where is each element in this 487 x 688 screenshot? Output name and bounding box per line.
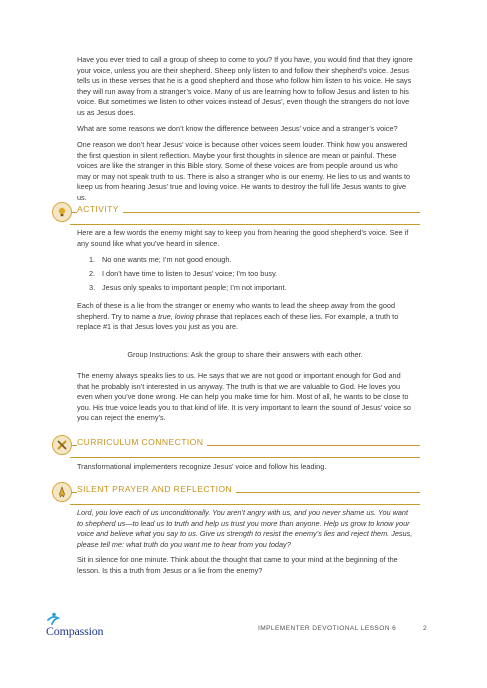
activity-section-header — [52, 202, 420, 224]
divider — [70, 224, 420, 225]
activity-explanation: Each of these is a lie from the stranger or enemy who wants to lead the sheep away from the good shepherd. Try to name a true, loving phrase that replaces each of these lies. For example, a truth to replace #1 is that Jesus loves you just as you are. — [77, 301, 399, 332]
footer-label: IMPLEMENTER DEVOTIONAL LESSON 6 — [258, 625, 397, 632]
intro-question: What are some reasons we don’t know the difference between Jesus’ voice and a stranger’s voice? — [77, 124, 398, 133]
page-number: 2 — [423, 625, 427, 632]
prayer-instruction: Sit in silence for one minute. Think about the thought that came to your mind at the beginning of the lesson. Is this a truth from Jesus or a lie from the enemy? — [77, 555, 398, 575]
intro-paragraph-1: Have you ever tried to call a group of sheep to come to you? If you have, you would find that they ignore your voice, unless you are their shepherd. Sheep only listen to and follow their shepherd’s voice. Jesus tells us in these verses that he is a good shepherd and those who follow him listen to his voice. He says they will run away from a stranger’s voice. Many of us are learning how to follow Jesus and listen to his voice. But sometimes we listen to other voices instead of Jesus’, even though the strangers do not love us as Jesus does. — [77, 55, 413, 117]
lightbulb-icon — [52, 202, 72, 222]
compassion-logo — [46, 612, 122, 636]
prayer-section-header — [52, 482, 420, 504]
section-title: ACTIVITY — [77, 203, 123, 215]
group-instructions: Group Instructions: Ask the group to share their answers with each other. — [127, 350, 363, 359]
section-title: CURRICULUM CONNECTION — [77, 436, 207, 448]
intro-paragraph-3: One reason we don’t hear Jesus’ voice is because other voices seem louder. Think how you answered the first question in silent reflection. Maybe your first thoughts in silence are mean or painful. These voices are like the stranger in this Bible story. Some of these voices are from people around us who may or may not speak truth to us. There is also a stranger who is our enemy. He lies to us and wants to keep us from hearing Jesus’ true and loving voice. He wants to destroy the full life Jesus wants to give us. — [77, 140, 411, 202]
pencil-ruler-icon — [52, 435, 72, 455]
prayer-text: Lord, you love each of us unconditionally. You aren’t angry with us, and you never shame us. You want to shepherd us—to lead us to truth and help us trust you more than anyone. Help us grow to know your voice and believe what you say to us. Give us strength to resist the enemy’s lies and reject them. Jesus, please tell me: what truth do you want me to hear from you today? — [77, 508, 413, 549]
divider — [70, 504, 420, 505]
activity-lead: Here are a few words the enemy might say to keep you from hearing the good shepherd’s voice. See if any sound like what you’ve heard in silence. — [77, 228, 409, 248]
praying-hands-icon — [52, 482, 72, 502]
section-title: SILENT PRAYER AND REFLECTION — [77, 483, 236, 495]
divider — [70, 457, 420, 458]
curriculum-section-header — [52, 435, 420, 457]
curriculum-text: Transformational implementers recognize Jesus’ voice and follow his leading. — [77, 462, 327, 471]
document-page: Have you ever tried to call a group of sheep to come to you? If you have, you would find that they ignore your voice, unless you are their shepherd. Sheep only listen to and follow their shepherd’s voice. Jesus tells us in these verses that he is a good shepherd and those who follow him listen to his voice. He says they will run away from a stranger’s voice. Many of us are learning how to follow Jesus and listen to his voice. But sometimes we listen to other voices instead of Jesus’, even though the strangers do not love us as Jesus does. What are some reasons we don’t know the difference between Jesus’ voice and a stranger’s voice? One reason we don’t hear Jesus’ voice is because other voices seem louder. Think how you answered the first question in silent reflection. Maybe your first thoughts in silence are mean or painful. These voices are like the stranger in this Bible story. Some of these voices are from people around us who may or may not speak truth to us. There is also a stranger who is our enemy. He lies to us and wants to keep us from hearing Jesus’ true and loving voice. He wants to destroy the full life Jesus wants to give us. ACTIVITY Here are a few words the enemy might say to keep you from hearing the good shepherd’s voice. See if any sound like what you’ve heard in silence. 1. No one wants me; I’m not good enough. 2. I don’t have time to listen to Jesus’ voice; I’m too busy. 3. Jesus only speaks to important people; I’m not important. Each of these is a lie from the stranger or enemy who wants to lead the sheep away from the good shepherd. Try to name a true, loving phrase that replaces each of these lies. For example, a truth to replace #1 is that Jesus loves you just as you are. Group Instructions: Ask the group to share their answers with each other. The enemy always speaks lies to us. He says that we are not good or important enough for God and that he probably isn’t interested in us anyway. The truth is that we are valuable to God. He loves you even when you’ve done wrong. He can help you make time for him. Most of all, he wants to be close to you. His true voice leads you to that kind of life. It is very important to learn the sound of Jesus’ voice so you can reject the enemy’s. CURRICULUM CONNECTION Transformational implementers recognize Jesus’ voice and follow his leading. SILENT PRAYER AND REFLECTION Lord, you love each of us unconditionally. You aren’t angry with us, and you never shame us. You want to shepherd us—to lead us to truth and help us trust you more than anyone. Help us grow to know your voice and believe what you say to us. Give us strength to resist the enemy’s lies and reject them. Jesus, please tell me: what truth do you want me to hear from you today? Sit in silence for one minute. Think about the thought that came to your mind at the beginning of the lesson. Is this a truth from Jesus or a lie from the enemy? Compassion IMPLEMENTER DEVOTIONAL LESSON 6 2 — [46, 55, 427, 638]
activity-closing: The enemy always speaks lies to us. He says that we are not good or important enough for God and that he probably isn’t interested in us anyway. The truth is that we are valuable to God. He loves you even when you’ve done wrong. He can help you make time for him. Most of all, he wants to be close to you. His true voice leads you to that kind of life. It is very important to learn the sound of Jesus’ voice so you can reject the enemy’s. — [77, 371, 411, 423]
logo-wordmark: Compassion — [46, 624, 104, 638]
